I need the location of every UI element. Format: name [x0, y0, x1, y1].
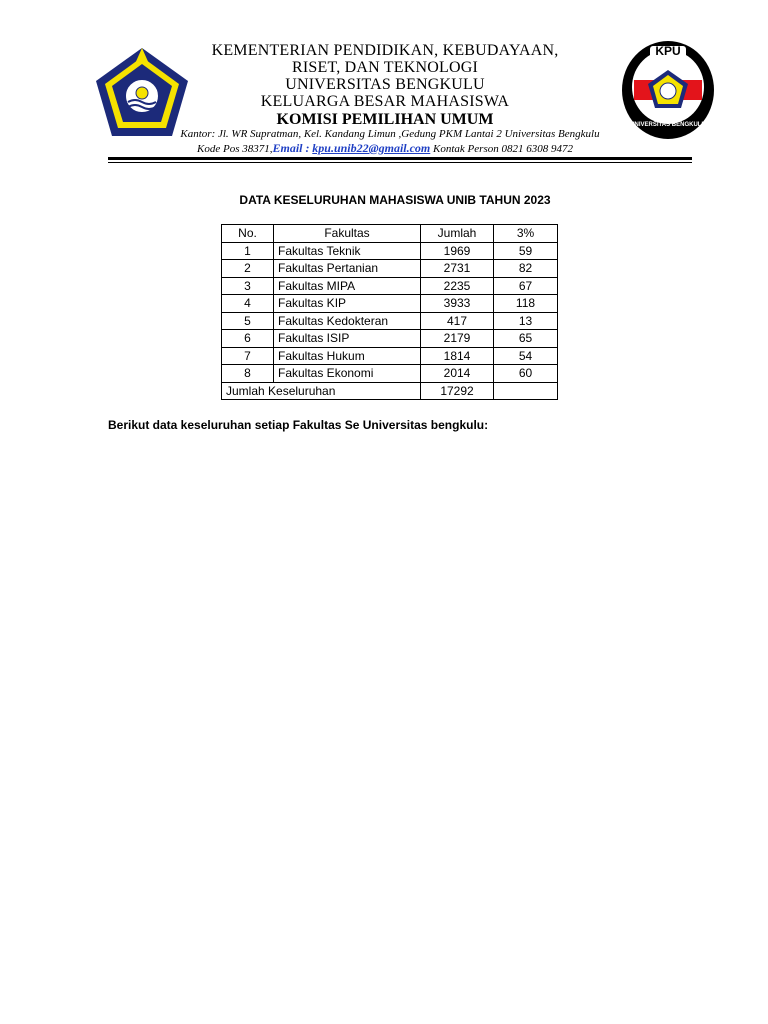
table-row — [222, 295, 558, 313]
cell-fakultas: Fakultas ISIP — [274, 330, 421, 348]
header-student-family: KELUARGA BESAR MAHASISWA — [260, 93, 510, 110]
table-row — [222, 330, 558, 348]
cell-percent: 65 — [494, 330, 558, 348]
table-total-row — [222, 382, 558, 400]
letterhead — [150, 42, 620, 129]
cell-no: 8 — [222, 365, 274, 383]
header-divider-thin — [108, 162, 692, 163]
cell-fakultas: Fakultas MIPA — [274, 277, 421, 295]
cell-fakultas: Fakultas Hukum — [274, 347, 421, 365]
cell-no: 2 — [222, 260, 274, 278]
cell-no: 5 — [222, 312, 274, 330]
header-no: No. — [222, 225, 274, 243]
table-footnote: Berikut data keseluruhan setiap Fakultas Se Universitas bengkulu: — [108, 418, 489, 432]
cell-no: 3 — [222, 277, 274, 295]
postcode: Kode Pos 38371, — [197, 143, 273, 155]
cell-percent: 59 — [494, 242, 558, 260]
cell-jumlah: 1969 — [421, 242, 494, 260]
cell-jumlah: 1814 — [421, 347, 494, 365]
cell-fakultas: Fakultas KIP — [274, 295, 421, 313]
table-row — [222, 242, 558, 260]
table-row — [222, 260, 558, 278]
cell-no: 7 — [222, 347, 274, 365]
email-label: Email : — [272, 141, 310, 155]
contact-person: Kontak Person 0821 6308 9472 — [433, 143, 573, 155]
table-row — [222, 347, 558, 365]
cell-no: 4 — [222, 295, 274, 313]
cell-fakultas: Fakultas Pertanian — [274, 260, 421, 278]
table-row — [222, 365, 558, 383]
email-link[interactable]: kpu.unib22@gmail.com — [312, 141, 431, 155]
cell-jumlah: 2235 — [421, 277, 494, 295]
cell-percent: 82 — [494, 260, 558, 278]
cell-percent: 13 — [494, 312, 558, 330]
table-row — [222, 277, 558, 295]
cell-no: 6 — [222, 330, 274, 348]
cell-percent: 54 — [494, 347, 558, 365]
header-ministry: KEMENTERIAN PENDIDIKAN, KEBUDAYAAN, — [211, 42, 559, 59]
kpu-badge-text: KPU — [655, 44, 681, 58]
cell-jumlah: 2731 — [421, 260, 494, 278]
student-data-table — [221, 224, 558, 400]
header-jumlah: Jumlah — [421, 225, 494, 243]
cell-jumlah: 3933 — [421, 295, 494, 313]
header-ministry-2: RISET, DAN TEKNOLOGI — [291, 59, 479, 76]
cell-no: 1 — [222, 242, 274, 260]
cell-fakultas: Fakultas Ekonomi — [274, 365, 421, 383]
header-divider-thick — [108, 157, 692, 160]
cell-jumlah: 2179 — [421, 330, 494, 348]
header-university: UNIVERSITAS BENGKULU — [285, 76, 485, 93]
table-row — [222, 312, 558, 330]
total-percent — [494, 382, 558, 400]
document-title: DATA KESELURUHAN MAHASISWA UNIB TAHUN 2023 — [239, 193, 551, 207]
office-address: Kantor: Jl. WR Supratman, Kel. Kandang Limun ,Gedung PKM Lantai 2 Universitas Bengkulu — [180, 128, 600, 140]
cell-percent: 60 — [494, 365, 558, 383]
total-value: 17292 — [421, 382, 494, 400]
header-fakultas: Fakultas — [274, 225, 421, 243]
cell-percent: 67 — [494, 277, 558, 295]
header-percent: 3% — [494, 225, 558, 243]
header-commission: KOMISI PEMILIHAN UMUM — [276, 111, 494, 128]
cell-jumlah: 2014 — [421, 365, 494, 383]
total-label: Jumlah Keseluruhan — [222, 382, 421, 400]
cell-fakultas: Fakultas Teknik — [274, 242, 421, 260]
kpu-ring-text: UNIVERSITAS BENGKULU — [630, 122, 706, 128]
table-header-row — [222, 225, 558, 243]
contact-line — [120, 141, 650, 156]
cell-fakultas: Fakultas Kedokteran — [274, 312, 421, 330]
cell-percent: 118 — [494, 295, 558, 313]
cell-jumlah: 417 — [421, 312, 494, 330]
